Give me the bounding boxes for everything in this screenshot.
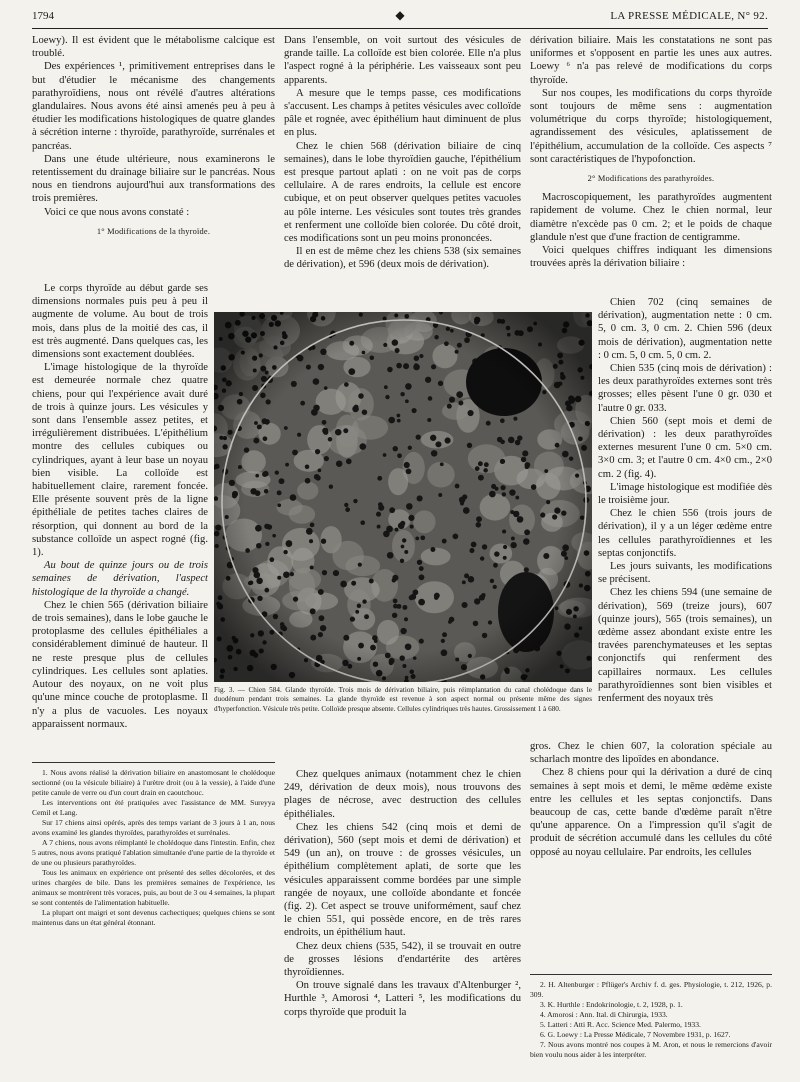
- paragraph: L'image histologique de la thyroïde est demeurée normale chez quatre chiens, pour qui l'expérience avait duré de trois à quinze jours. Les vésicules y sont dans l'ensemble assez petites, et irrégulièrement distribuées. L'épithélium montre des cellules cubiques ou cylindriques, ayant à leur base un noyau bien visible. La colloïde est habituellement claire, rarement foncée. Elle présente souvent près de la ligne épithéliale de petites taches claires de résorption, qui donnent au bord de la substance colloïde un aspect rogné (fig. 1).: [32, 362, 208, 559]
- paragraph: Loewy). Il est évident que le métabolisme calcique est troublé.: [32, 35, 275, 60]
- paragraph: Chez le chien 556 (trois jours de dérivation), il y a un léger œdème entre les cellules parathyroïdiennes et les septas conjonctifs.: [598, 508, 772, 559]
- paragraph: Chez quelques animaux (notamment chez le chien 249, dérivation de deux mois), nous trouvons des plages de nécrose, avec destruction des cellules épithéliales.: [284, 769, 521, 820]
- paragraph: A mesure que le temps passe, ces modifications s'accusent. Les champs à petites vésicules avec colloïde pâle et rognée, avec épithélium haut diminuent de plus en plus.: [284, 87, 521, 139]
- paragraph: Chien 535 (cinq mois de dérivation) : les deux parathyroïdes externes sont très grosses; elles pèsent l'une 0 gr. 030 et l'autre 0 gr. 033.: [598, 363, 772, 414]
- column-1-upper: [32, 34, 275, 244]
- paragraph: Dans l'ensemble, on voit surtout des vésicules de grande taille. La colloïde est bien colorée. Elle n'a plus l'aspect rogné à la périphérie. Les vaisseaux sont peu apparents.: [284, 35, 521, 86]
- paragraph: Voici ce que nous avons constaté :: [44, 206, 190, 218]
- paragraph: Chez le chien 565 (dérivation biliaire de trois semaines), dans le lobe gauche le protoplasme des cellules épithéliales a considérablement diminué de hauteur. Il ne reste presque plus de cellules cylindriques. Les cellules sont aplaties. Autour des noyaux, on ne voit plus qu'une mince couche de protoplasme. Il n'y a plus de vacuoles. Les noyaux apparaissent normaux.: [32, 599, 208, 730]
- paragraph: Chien 702 (cinq semaines de dérivation), augmentation nette : 0 cm. 5, 0 cm. 3, 0 cm. 2. Chien 596 (deux mois de dérivation), augmentation nette : 0 cm. 5, 0 cm. 5, 0 cm. 2.: [598, 297, 772, 361]
- paragraph: Il en est de même chez les chiens 538 (six semaines de dérivation), et 596 (deux mois de dérivation).: [284, 246, 521, 271]
- column-2-upper: [284, 34, 521, 272]
- journal-title: LA PRESSE MÉDICALE, N° 92.: [610, 10, 768, 22]
- section-heading-parathyroid: 2° Modifications des parathyroïdes.: [587, 174, 715, 184]
- column-3-lower: [530, 740, 772, 859]
- paragraph: Les jours suivants, les modifications se précisent.: [598, 561, 772, 586]
- paragraph: Sur nos coupes, les modifications du corps thyroïde sont toujours de même sens : augmentation volumétrique du corps thyroïde; histologiquement, agrandissement des vésicules, aplatissement de l'épithélium, accumulation de la colloïde. Ces aspects ⁷ sont caractéristiques de l'hypofonction.: [530, 87, 772, 165]
- paragraph: gros. Chez le chien 607, la coloration spéciale au scharlach montre des lipoïdes en abondance.: [530, 741, 772, 766]
- micrograph-image: [214, 312, 592, 682]
- paragraph: Chien 560 (sept mois et demi de dérivation) : les deux parathyroïdes externes mesurent l'une 0 cm. 5×0 cm. 3×0 cm. 3; et l'autre 0 cm. 4×0 cm., 2×0 cm. 2 (fig. 4).: [598, 415, 772, 480]
- header-ornament: ◆: [395, 8, 405, 22]
- footnote: La plupart ont maigri et sont devenus cachectiques; quelques chiens se sont maintenus dans un état général étonnant.: [32, 908, 275, 927]
- footnote: Les interventions ont été pratiquées avec l'assistance de MM. Sureyya Cemil et Lang.: [32, 798, 275, 817]
- page-number: 1794: [32, 10, 54, 22]
- footnote: Sur 17 chiens ainsi opérés, après des temps variant de 3 jours à 1 an, nous avons examiné les glandes thyroïdes, parathyroïdes et surrénales.: [32, 818, 275, 837]
- column-3-upper: [530, 34, 772, 270]
- paragraph: Macroscopiquement, les parathyroïdes augmentent rapidement de volume. Chez le chien normal, leur diamètre n'excède pas 0 cm. 2; et le poids de chaque glandule n'est que d'une fraction de centigramme.: [530, 192, 772, 243]
- paragraph: Chez les chiens 594 (une semaine de dérivation), 569 (treize jours), 607 (quinze jours), 565 (trois semaines), un œdème assez abondant existe entre les travées parenchymateuses et les septas conjonctifs qui renferment des capillaires normaux. Les cellules parathyroïdiennes sont bien visibles et renferment des noyaux très: [598, 587, 772, 705]
- paragraph: Au bout de quinze jours ou de trois semaines de dérivation, l'aspect histologique de la thyroïde a changé.: [32, 560, 208, 598]
- micrograph-figure: [214, 312, 592, 682]
- footnotes-left: [32, 768, 275, 928]
- running-header: [32, 4, 768, 29]
- footnotes-right: [530, 980, 772, 1060]
- footnote: 6. G. Loewy : La Presse Médicale, 7 Novembre 1931, p. 1627.: [540, 1030, 731, 1039]
- footnote-rule: [530, 974, 772, 975]
- paragraph: Chez 8 chiens pour qui la dérivation a duré de cinq semaines à sept mois et demi, le même œdème existe entre les cellules et les septas conjonctifs. Dans beaucoup de cas, cette bande d'œdème paraît n'être qu'une apparence. On a l'impression qu'il s'agit de produit de sécrétion accumulé dans les cellules du côté opposé au noyau cellulaire. Par endroits, les cellules: [530, 767, 772, 858]
- footnote: Tous les animaux en expérience ont présenté des selles décolorées, et des urines chargées de bile. Dans les premières semaines de l'expérience, les animaux se montrèrent très voraces, puis, au bout de 3 ou 4 semaines, la plupart se sont contentés de l'alimentation habituelle.: [32, 868, 275, 907]
- paragraph: Des expériences ¹, primitivement entreprises dans le but d'étudier le mécanisme des changements parathyroïdiens, nous ont révélé d'autres altérations glandulaires. Nous avons été ainsi amenés peu à peu à étudier les modifications histologiques de quatre glandes à sécrétion interne : thyroïde, parathyroïde, surrénales et pancréas.: [32, 61, 275, 152]
- section-heading-thyroid: 1° Modifications de la thyroïde.: [96, 226, 211, 236]
- figure-caption: Fig. 3. — Chien 584. Glande thyroïde. Trois mois de dérivation biliaire, puis réimplantation du canal cholédoque dans le duodénum pendant trois semaines. La glande thyroïde est revenue à son aspect normal ou présente même des signes d'hyperfonction. Vésicule très petite. Colloïde presque absente. Cellules cylindriques très hautes. Grossissement 1 à 680.: [214, 686, 592, 713]
- footnote: A 7 chiens, nous avons réimplanté le cholédoque dans l'intestin. Enfin, chez 5 autres, nous avons pratiqué l'ablation simultanée d'une partie de la thyroïde et de une ou plusieurs parathyroïdes.: [32, 838, 275, 867]
- paragraph: L'image histologique est modifiée dès le troisième jour.: [598, 481, 772, 507]
- footnote-rule: [32, 762, 275, 763]
- paragraph: Voici quelques chiffres indiquant les dimensions trouvées après la dérivation biliaire :: [530, 245, 772, 270]
- footnote: 7. Nous avons montré nos coupes à M. Aron, et nous le remercions d'avoir bien voulu nous aider à les interpréter.: [530, 1040, 772, 1059]
- footnote: 1. Nous avons réalisé la dérivation biliaire en anastomosant le cholédoque sectionné (ou la vésicule biliaire) à l'urètre droit (ou à la vessie), à l'aide d'une petite canule de verre ou d'un court drain en caoutchouc.: [32, 768, 275, 797]
- paragraph: Dans une étude ultérieure, nous examinerons le retentissement du drainage biliaire sur le pancréas. Nous nous en tiendrons aujourd'hui aux transformations des trois premières.: [32, 153, 275, 205]
- paragraph: Chez les chiens 542 (cinq mois et demi de dérivation), 560 (sept mois et demi de dérivation) et 549 (un an), on trouve : de grosses vésicules, un épithélium complètement aplati, de sorte que les vésicules apparaissent comme bordées par une simple rangée de noyaux, une colloïde abondante et foncée (fig. 2). Cet aspect se trouve uniformément, sauf chez le chien 551, qui possède encore, en de très rares endroits, un épithélium haut.: [284, 821, 521, 939]
- column-3-side: [598, 296, 772, 705]
- paragraph: On trouve signalé dans les travaux d'Altenburger ², Hurthle ³, Amorosi ⁴, Latteri ⁵, les modifications du corps thyroïde que produit la: [284, 980, 521, 1018]
- footnote: 5. Latteri : Atti R. Acc. Science Med. Palermo, 1933.: [540, 1020, 701, 1029]
- paragraph: dérivation biliaire. Mais les constatations ne sont pas uniformes et s'opposent en partie les unes aux autres. Loewy ⁶ n'a pas relevé de modifications du corps thyroïde.: [530, 35, 772, 86]
- paragraph: Le corps thyroïde au début garde ses dimensions normales puis peu à peu il augmente de volume. Au bout de trois mois, dans plus de la moitié des cas, il est très augmenté. Dans quelques cas, les dimensions sont exactement doublées.: [32, 283, 208, 361]
- footnote: 2. H. Altenburger : Pflüger's Archiv f. d. ges. Physiologie, t. 212, 1926, p. 309.: [530, 980, 772, 999]
- paragraph: Chez deux chiens (535, 542), il se trouvait en outre de grosses lésions d'endartérite des artères thyroïdiennes.: [284, 940, 521, 979]
- paragraph: Chez le chien 568 (dérivation biliaire de cinq semaines), dans le lobe thyroïdien gauche, l'épithélium est presque partout aplati : on ne voit pas de corps cellulaire. A de rares endroits, la cellule est encore cubique, et on peut observer quelques petites vacuoles au pôle interne. Les vésicules sont toutes très grandes et renferment une colloïde bien colorée. Du côté droit, ces modifications sont un peu moins prononcées.: [284, 140, 521, 245]
- footnote: 3. K. Hurthle : Endokrinologie, t. 2, 1928, p. 1.: [540, 1000, 683, 1009]
- column-1-lower: [32, 282, 208, 731]
- footnote: 4. Amorosi : Ann. Ital. di Chirurgia, 1933.: [540, 1010, 668, 1019]
- column-2-lower: [284, 768, 521, 1019]
